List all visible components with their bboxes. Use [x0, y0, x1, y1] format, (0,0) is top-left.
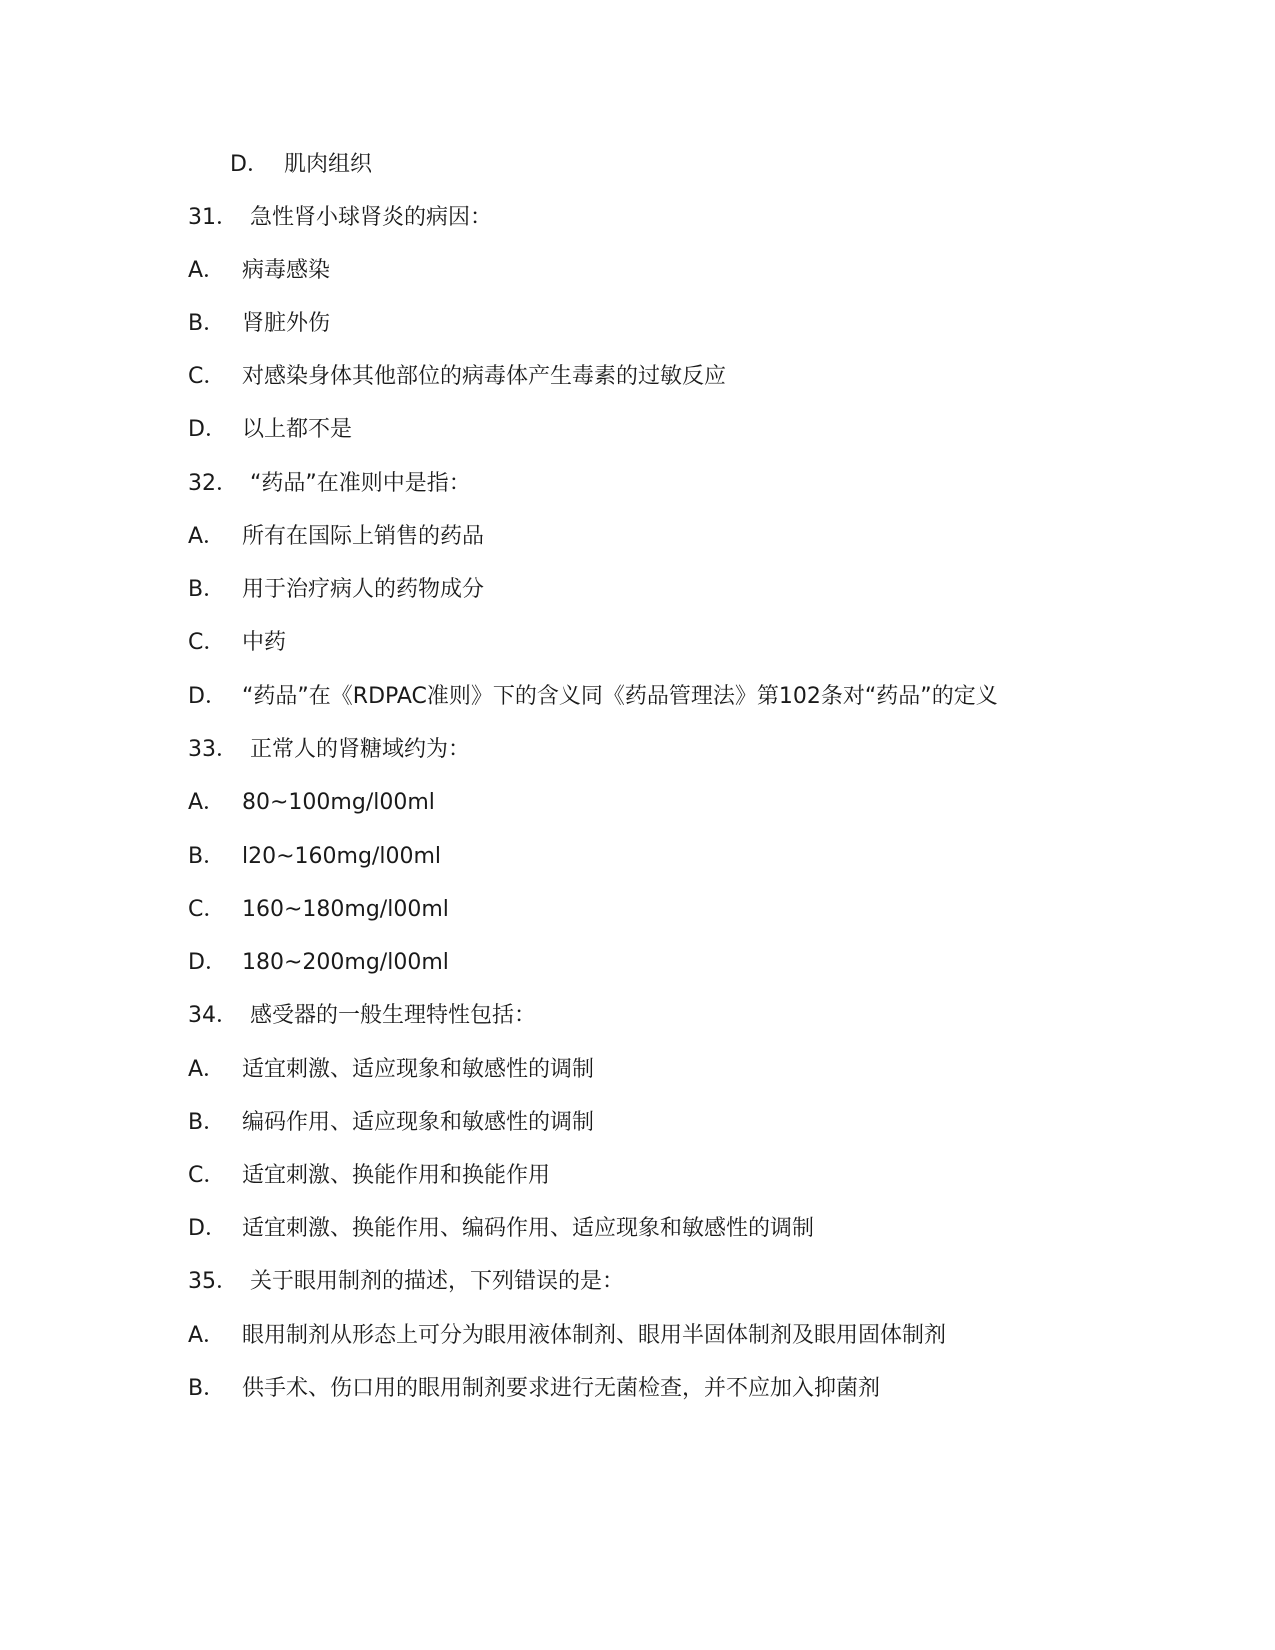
option-text: l20~160mg/l00ml [242, 844, 441, 869]
option-text: 80~100mg/l00ml [242, 790, 435, 815]
option-marker: B． [188, 844, 226, 869]
option-text: 所有在国际上销售的药品 [242, 524, 485, 549]
q32-option-a [188, 517, 484, 557]
question-33 [188, 730, 470, 770]
q34-option-c [188, 1156, 550, 1196]
question-text: 急性肾小球肾炎的病因： [250, 205, 493, 230]
option-text: 用于治疗病人的药物成分 [242, 577, 485, 602]
option-marker: B． [188, 577, 226, 602]
question-34 [188, 996, 536, 1036]
option-text: 160~180mg/l00ml [242, 897, 449, 922]
option-text: 中药 [242, 630, 287, 655]
q34-option-d [188, 1209, 814, 1249]
question-text: “药品”在准则中是指： [250, 471, 471, 496]
option-marker: D． [188, 1216, 227, 1241]
option-text: 180~200mg/l00ml [242, 950, 449, 975]
question-text: 正常人的肾糖域约为： [250, 737, 471, 762]
q34-option-b [188, 1103, 594, 1143]
option-text: 肾脏外伤 [242, 311, 331, 336]
option-marker: D． [188, 417, 227, 442]
question-32 [188, 464, 471, 504]
q31-option-c [188, 357, 726, 397]
q32-option-d [188, 677, 998, 717]
option-text: 肌肉组织 [284, 152, 373, 177]
option-text: 编码作用、适应现象和敏感性的调制 [242, 1110, 595, 1135]
option-text: 病毒感染 [242, 258, 331, 283]
question-number: 31． [188, 205, 238, 230]
question-31 [188, 198, 492, 238]
option-marker: A． [188, 524, 226, 549]
q33-option-d [188, 943, 449, 983]
option-marker: B． [188, 1110, 226, 1135]
q35-option-a [188, 1316, 946, 1356]
question-number: 34． [188, 1003, 238, 1028]
option-text: 供手术、伤口用的眼用制剂要求进行无菌检查，并不应加入抑菌剂 [242, 1376, 881, 1401]
question-number: 33． [188, 737, 238, 762]
option-marker: A． [188, 1323, 226, 1348]
option-marker: C． [188, 630, 226, 655]
option-marker: D． [188, 684, 227, 709]
option-text: 眼用制剂从形态上可分为眼用液体制剂、眼用半固体制剂及眼用固体制剂 [242, 1323, 947, 1348]
question-number: 35． [188, 1269, 238, 1294]
option-text: 适宜刺激、适应现象和敏感性的调制 [242, 1057, 595, 1082]
option-marker: D． [188, 950, 227, 975]
option-marker: C． [188, 364, 226, 389]
option-marker: C． [188, 897, 226, 922]
option-marker: A． [188, 790, 226, 815]
question-text: 关于眼用制剂的描述，下列错误的是： [250, 1269, 625, 1294]
q33-option-a [188, 783, 435, 823]
q34-option-a [188, 1050, 594, 1090]
question-number: 32． [188, 471, 238, 496]
q31-option-d [188, 410, 352, 450]
q31-option-b [188, 304, 330, 344]
option-d-prev [230, 145, 372, 185]
option-text: 对感染身体其他部位的病毒体产生毒素的过敏反应 [242, 364, 727, 389]
option-marker: A． [188, 1057, 226, 1082]
question-35 [188, 1262, 624, 1302]
q35-option-b [188, 1369, 880, 1409]
question-text: 感受器的一般生理特性包括： [250, 1003, 537, 1028]
q32-option-b [188, 570, 484, 610]
option-text: 适宜刺激、换能作用和换能作用 [242, 1163, 551, 1188]
option-marker: A． [188, 258, 226, 283]
option-marker: D． [230, 152, 269, 177]
q33-option-b [188, 837, 441, 877]
option-marker: C． [188, 1163, 226, 1188]
option-text: 适宜刺激、换能作用、编码作用、适应现象和敏感性的调制 [242, 1216, 815, 1241]
option-text: 以上都不是 [242, 417, 353, 442]
q31-option-a [188, 251, 330, 291]
option-marker: B． [188, 311, 226, 336]
option-marker: B． [188, 1376, 226, 1401]
q33-option-c [188, 890, 449, 930]
q32-option-c [188, 623, 286, 663]
option-text: “药品”在《RDPAC准则》下的含义同《药品管理法》第102条对“药品”的定义 [242, 684, 998, 709]
